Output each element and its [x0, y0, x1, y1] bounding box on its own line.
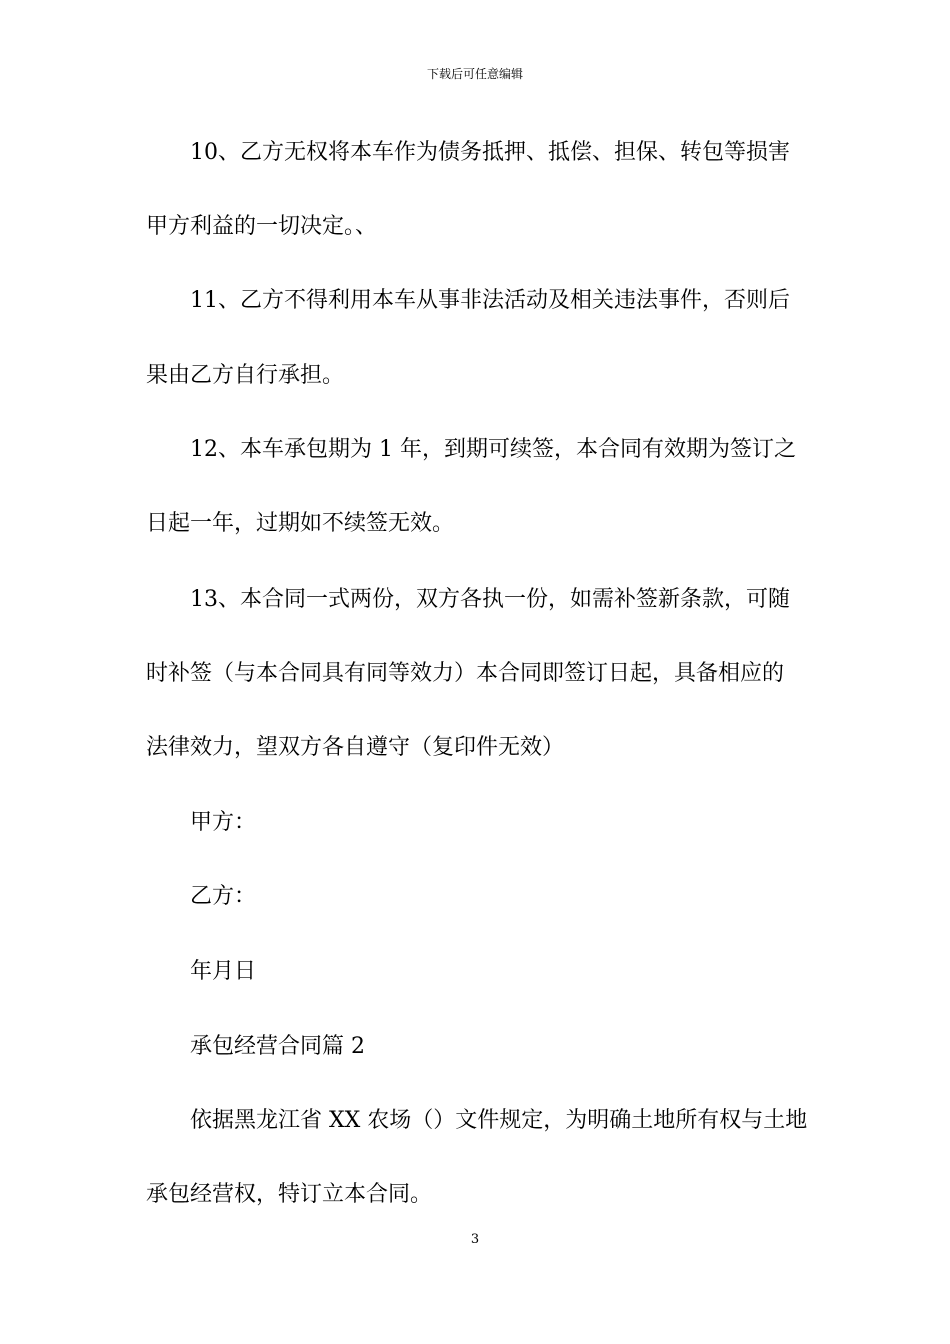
clause-13-line-3: 法律效力，望双方各自遵守（复印件无效）: [146, 735, 565, 760]
clause-12-line-2: 日起一年，过期如不续签无效。: [146, 511, 455, 536]
clause-11-line-2: 果由乙方自行承担。: [146, 363, 345, 388]
clause-10-line-1: 10、乙方无权将本车作为债务抵押、抵偿、担保、转包等损害: [190, 140, 790, 165]
section-paragraph-line-2: 承包经营权，特订立本合同。: [146, 1182, 433, 1207]
party-a-signature-label: 甲方：: [190, 810, 257, 835]
header-note: 下载后可任意编辑: [426, 67, 523, 81]
party-b-signature-label: 乙方：: [190, 884, 257, 909]
date-label: 年月日: [190, 959, 257, 984]
section-paragraph-line-1: 依据黑龙江省 XX 农场（）文件规定，为明确土地所有权与土地: [190, 1108, 808, 1133]
clause-12-line-1: 12、本车承包期为 1 年，到期可续签，本合同有效期为签订之: [190, 437, 796, 462]
section-title: 承包经营合同篇 2: [190, 1034, 365, 1059]
clause-13-line-1: 13、本合同一式两份，双方各执一份，如需补签新条款，可随: [190, 587, 790, 612]
clause-13-line-2: 时补签（与本合同具有同等效力）本合同即签订日起，具备相应的: [146, 661, 785, 686]
page-number: 3: [470, 1232, 480, 1247]
clause-11-line-1: 11、乙方不得利用本车从事非法活动及相关违法事件，否则后: [190, 288, 790, 313]
clause-10-line-2: 甲方利益的一切决定。、: [146, 214, 378, 239]
